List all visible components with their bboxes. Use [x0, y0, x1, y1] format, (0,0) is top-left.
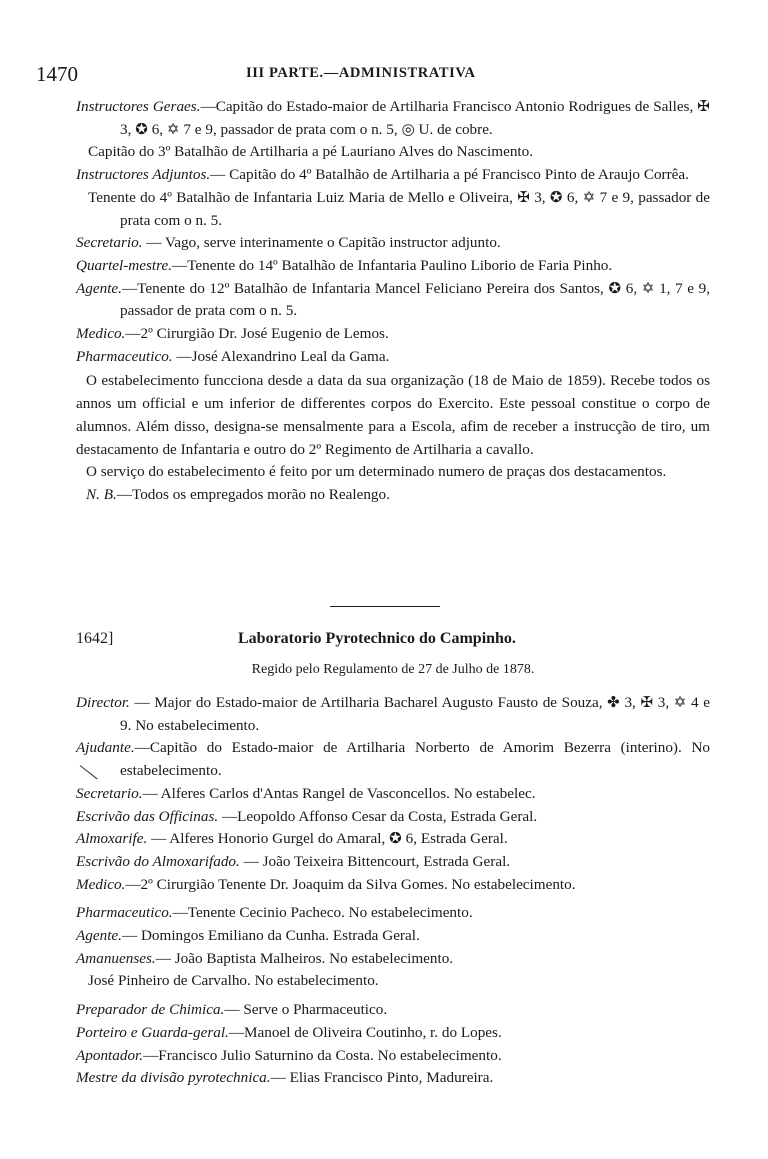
entry-text: —Manoel de Oliveira Coutinho, r. do Lopes.: [228, 1023, 502, 1041]
role-label: Secretario.: [76, 784, 143, 802]
entry-text: —Tenente do 12º Batalhão de Infantaria Mancel Feliciano Pereira dos Santos, ✪ 6, ✡ 1, 7 e 9, passador de prata com o n. 5.: [120, 279, 710, 320]
role-label: Apontador.: [76, 1046, 144, 1064]
entry-text: — João Baptista Malheiros. No estabelecimento.: [155, 949, 454, 967]
role-label: Ajudante.: [76, 739, 135, 757]
role-label: Mestre da divisão pyrotechnica.: [76, 1069, 271, 1087]
entry-text: —Tenente Cecinio Pacheco. No estabelecimento.: [172, 904, 473, 922]
entry-text: — Capitão do 4º Batalhão de Artilharia a pé Francisco Pinto de Araujo Corrêa.: [210, 166, 689, 184]
role-label: Medico.: [76, 875, 126, 893]
role-label: Medico.: [76, 325, 126, 343]
entry-text: José Pinheiro de Carvalho. No estabelecimento.: [88, 972, 379, 990]
entry-amanuense-2: [76, 970, 710, 993]
entry-text: — Alferes Honorio Gurgel do Amaral, ✪ 6, Estrada Geral.: [147, 830, 508, 848]
role-label: Preparador de Chimica.: [76, 1001, 225, 1019]
entry-agente: [76, 278, 710, 323]
entry-medico-lab: [76, 874, 710, 897]
role-label: Escrivão do Almoxarifado.: [76, 852, 240, 870]
entry-text: —2º Cirurgião Tenente Dr. Joaquim da Silva Gomes. No estabelecimento.: [125, 875, 576, 893]
entry-text: —Tenente do 14º Batalhão de Infantaria Paulino Liborio de Faria Pinho.: [172, 256, 613, 274]
entry-amanuenses: [76, 948, 710, 971]
entry-text: —Capitão do Estado-maior de Artilharia Norberto de Amorim Bezerra (interino). No estabelecimento.: [120, 739, 710, 780]
entry-text: Tenente do 4º Batalhão de Infantaria Luiz Maria de Mello e Oliveira, ✠ 3, ✪ 6, ✡ 7 e 9, passador de prata com o n. 5.: [88, 188, 710, 229]
role-label: Pharmaceutico.: [76, 904, 173, 922]
role-label: Pharmaceutico.: [76, 347, 173, 365]
page-header: [36, 62, 736, 86]
section-number: 1642]: [76, 630, 114, 647]
section-subtitle: Regido pelo Regulamento de 27 de Julho de 1878.: [251, 662, 535, 677]
entry-tenente-4-batalhao: [76, 187, 710, 232]
entry-text: —2º Cirurgião Dr. José Eugenio de Lemos.: [125, 325, 389, 343]
role-label: Instructores Geraes.: [76, 98, 201, 115]
entry-preparador: [76, 999, 710, 1022]
entry-agente-lab: [76, 925, 710, 948]
entry-text: —Francisco Julio Saturnino da Costa. No estabelecimento.: [143, 1046, 502, 1064]
entry-quartel-mestre: [76, 255, 710, 278]
entry-text: —José Alexandrino Leal da Gama.: [172, 347, 390, 365]
entry-text: — Major do Estado-maior de Artilharia Bacharel Augusto Fausto de Souza, ✤ 3, ✠ 3, ✡ 4 e 9. No estabelecimento.: [120, 694, 710, 734]
role-label: Secretario.: [76, 234, 143, 252]
entry-porteiro: [76, 1022, 710, 1045]
entry-text: —Leopoldo Affonso Cesar da Costa, Estrada Geral.: [218, 807, 538, 825]
running-head: III PARTE.—ADMINISTRATIVA: [246, 65, 476, 81]
entry-text: — Alferes Carlos d'Antas Rangel de Vasconcellos. No estabelec.: [142, 784, 536, 802]
note-label: N. B.: [86, 485, 117, 503]
section-instruction-staff: [76, 96, 710, 507]
entry-mestre-divisao: [76, 1067, 710, 1090]
entry-almoxarife: [76, 828, 710, 851]
role-label: Almoxarife.: [76, 830, 148, 848]
role-label: Amanuenses.: [76, 949, 156, 967]
entry-capitao-3-batalhao: [76, 141, 710, 164]
note-nb: [76, 484, 710, 507]
role-label: Quartel-mestre.: [76, 256, 173, 274]
section-title: Laboratorio Pyrotechnico do Campinho.: [238, 630, 516, 647]
entry-text: Capitão do 3º Batalhão de Artilharia a pé Lauriano Alves do Nascimento.: [88, 143, 534, 161]
section-laboratorio-staff: [76, 692, 710, 1090]
note-text: —Todos os empregados morão no Realengo.: [116, 485, 390, 503]
role-label: Agente.: [76, 279, 122, 297]
entry-text: — Vago, serve interinamente o Capitão instructor adjunto.: [142, 234, 501, 252]
role-label: Agente.: [76, 927, 122, 945]
paragraph-service: O serviço do estabelecimento é feito por um determinado numero de praças dos destacamentos.: [86, 463, 667, 481]
entry-pharmaceutico-lab: [76, 902, 710, 925]
entry-text: — Elias Francisco Pinto, Madureira.: [270, 1069, 494, 1087]
role-label: Director.: [76, 694, 130, 711]
entry-escrivao-almoxarifado: [76, 851, 710, 874]
role-label: Escrivão das Officinas.: [76, 807, 219, 825]
entry-secretario-lab: [76, 783, 710, 806]
entry-text: — Domingos Emiliano da Cunha. Estrada Geral.: [121, 927, 420, 945]
entry-text: — João Teixeira Bittencourt, Estrada Geral.: [239, 852, 511, 870]
section-divider: [330, 606, 440, 607]
entry-escrivao-officinas: [76, 806, 710, 829]
entry-pharmaceutico: [76, 346, 710, 369]
entry-director: [76, 692, 710, 737]
entry-apontador: [76, 1045, 710, 1068]
entry-text: — Serve o Pharmaceutico.: [224, 1001, 388, 1019]
page-number: 1470: [36, 62, 78, 86]
entry-instructores-adjuntos: [76, 164, 710, 187]
entry-secretario: [76, 232, 710, 255]
entry-text: —Capitão do Estado-maior de Artilharia Francisco Antonio Rodrigues de Salles, ✠ 3, ✪ 6, ✡ 7 e 9, passador de prata com o n. 5, ◎ U. de cobre.: [120, 98, 710, 138]
role-label: Porteiro e Guarda-geral.: [76, 1023, 229, 1041]
entry-medico: [76, 323, 710, 346]
role-label: Instructores Adjuntos.: [76, 166, 211, 184]
entry-instructores-geraes: [76, 96, 710, 141]
section-heading: [76, 630, 710, 656]
paragraph-organization: O estabelecimento funcciona desde a data da sua organização (18 de Maio de 1859). Recebe todos os annos um official e um inferior de differentes corpos do Exercito. Este pessoal constitue o corpo de alumnos. Além disso, designa-se mensalmente para a Escola, afim de receber a instrucção de tiro, um destacamento de Infantaria e outro do 2º Regimento de Artilharia a cavallo.: [76, 372, 710, 458]
entry-ajudante: [76, 737, 710, 782]
